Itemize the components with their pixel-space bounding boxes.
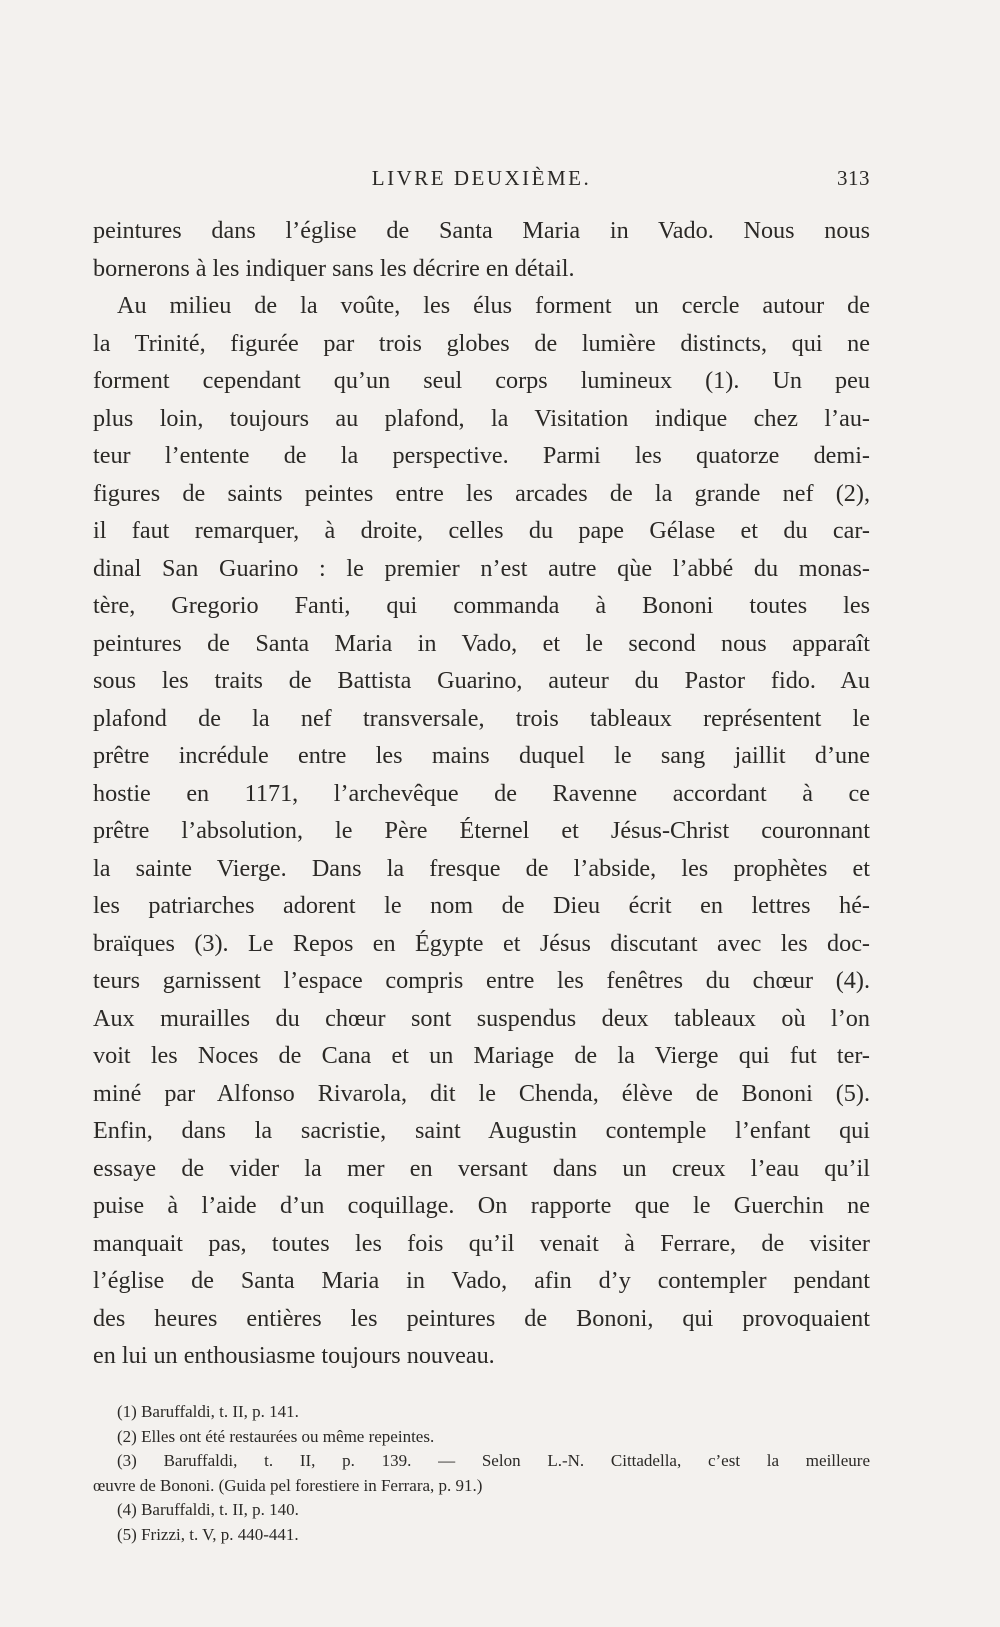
footnote: œuvre de Bononi. (Guida pel forestiere in Ferrara, p. 91.): [93, 1475, 483, 1495]
text-line: dinal San Guarino : le premier n’est autre qùe l’abbé du monas-: [93, 554, 870, 582]
text-line: hostie en 1171, l’archevêque de Ravenne accordant à ce: [93, 779, 870, 807]
text-line: voit les Noces de Cana et un Mariage de la Vierge qui fut ter-: [93, 1042, 870, 1069]
text-line: plafond de la nef transversale, trois tableaux représentent le: [93, 704, 870, 732]
text-line: plus loin, toujours au plafond, la Visitation indique chez l’au-: [93, 404, 870, 432]
text-line: essaye de vider la mer en versant dans un creux l’eau qu’il: [93, 1154, 870, 1182]
text-line: tère, Gregorio Fanti, qui commanda à Bononi toutes les: [93, 592, 870, 619]
text-line: en lui un enthousiasme toujours nouveau.: [93, 1342, 495, 1369]
text-line: les patriarches adorent le nom de Dieu écrit en lettres hé-: [93, 892, 870, 919]
text-line: la Trinité, figurée par trois globes de lumière distincts, qui ne: [93, 329, 870, 357]
text-line: bornerons à les indiquer sans les décrire en détail.: [93, 254, 575, 282]
page-number: 313: [837, 166, 870, 190]
text-line: il faut remarquer, à droite, celles du pape Gélase et du car-: [93, 517, 870, 544]
text-line: la sainte Vierge. Dans la fresque de l’abside, les prophètes et: [93, 854, 870, 882]
text-line: prêtre incrédule entre les mains duquel le sang jaillit d’une: [93, 742, 870, 769]
text-line: peintures de Santa Maria in Vado, et le second nous apparaît: [93, 629, 870, 657]
footnote: (5) Frizzi, t. V, p. 440-441.: [117, 1524, 299, 1544]
text-line: forment cependant qu’un seul corps lumineux (1). Un peu: [93, 367, 870, 394]
running-header: [93, 166, 870, 198]
text-line: sous les traits de Battista Guarino, auteur du Pastor fido. Au: [93, 667, 870, 694]
footnote: (4) Baruffaldi, t. II, p. 140.: [117, 1500, 299, 1519]
text-line: miné par Alfonso Rivarola, dit le Chenda, élève de Bononi (5).: [93, 1079, 870, 1107]
text-line: figures de saints peintes entre les arcades de la grande nef (2),: [93, 479, 870, 507]
text-line: manquait pas, toutes les fois qu’il venait à Ferrare, de visiter: [93, 1229, 870, 1257]
footnote: (2) Elles ont été restaurées ou même repeintes.: [117, 1426, 435, 1446]
footnote: (3) Baruffaldi, t. II, p. 139. — Selon L.-N. Cittadella, c’est la meilleure: [117, 1451, 870, 1470]
text-line: puise à l’aide d’un coquillage. On rapporte que le Guerchin ne: [93, 1192, 870, 1219]
chapter-title: LIVRE DEUXIÈME.: [371, 166, 592, 190]
text-line: Aux murailles du chœur sont suspendus deux tableaux où l’on: [93, 1004, 870, 1032]
text-line: des heures entières les peintures de Bononi, qui provoquaient: [93, 1304, 870, 1332]
text-line: l’église de Santa Maria in Vado, afin d’y contempler pendant: [93, 1267, 870, 1294]
footnote: (1) Baruffaldi, t. II, p. 141.: [117, 1402, 299, 1421]
text-line: prêtre l’absolution, le Père Éternel et Jésus-Christ couronnant: [93, 817, 870, 844]
text-line: Enfin, dans la sacristie, saint Augustin contemple l’enfant qui: [93, 1117, 870, 1144]
footnotes: [93, 1400, 870, 1547]
main-text: [93, 212, 870, 1375]
text-line: braïques (3). Le Repos en Égypte et Jésus discutant avec les doc-: [93, 929, 870, 957]
text-line: peintures dans l’église de Santa Maria in Vado. Nous nous: [93, 217, 870, 244]
text-line: teurs garnissent l’espace compris entre les fenêtres du chœur (4).: [93, 967, 870, 994]
text-line: Au milieu de la voûte, les élus forment un cercle autour de: [117, 292, 870, 319]
text-line: teur l’entente de la perspective. Parmi les quatorze demi-: [93, 442, 870, 469]
